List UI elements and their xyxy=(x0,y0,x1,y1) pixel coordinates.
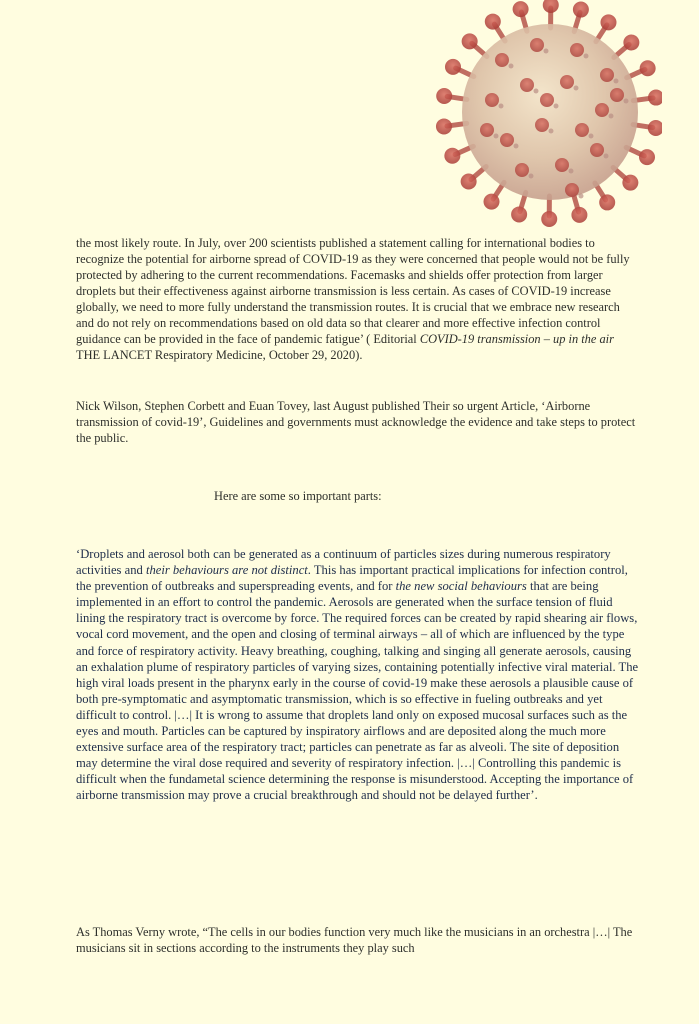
spike-head xyxy=(484,194,500,210)
surface-spike xyxy=(485,93,499,107)
spike-head xyxy=(573,2,589,18)
surface-spike xyxy=(540,93,554,107)
spike-head xyxy=(639,149,655,165)
surface-spike xyxy=(570,43,584,57)
spike-head xyxy=(623,35,639,51)
quote-emphasis: their behaviours are not distinct xyxy=(145,563,308,578)
surface-dot xyxy=(579,194,584,199)
spike-head xyxy=(543,0,559,13)
surface-spike xyxy=(600,68,614,82)
spike-head xyxy=(436,88,452,104)
paragraph-authors xyxy=(76,398,636,446)
surface-dot xyxy=(624,99,629,104)
spike-head xyxy=(461,173,477,189)
surface-dot xyxy=(589,134,594,139)
surface-dot xyxy=(509,64,514,69)
quote-text: . This has important practical implications for infection control, the prevention of outbreaks and superspreading events, and for xyxy=(76,563,628,594)
paragraph-text: the most likely route. In July, over 200 scientists published a statement calling for international bodies to recognize the potential for airborne spread of COVID-19 as they were concerned that people would not be fully protected by adhering to the current recommendations. Facemasks and shields offer protection from larger droplets but their effectiveness against airborne transmission is less certain. As cases of COVID-19 increase globally, we need to more fully understand the transmission routes. It is crucial that we embrace new research and do not rely on recommendations based on old data so that clearer and more effective infection control guidance can be provided in the face of pandemic fatigue’ ( Editorial xyxy=(76,236,630,346)
spike-head xyxy=(541,211,557,227)
spike-head xyxy=(622,175,638,191)
surface-dot xyxy=(614,79,619,84)
surface-dot xyxy=(514,144,519,149)
surface-spike xyxy=(555,158,569,172)
surface-spike xyxy=(500,133,514,147)
citation-title: COVID-19 transmission – up in the air xyxy=(419,332,614,346)
quoted-excerpt xyxy=(76,546,641,804)
surface-dot xyxy=(584,54,589,59)
spike-head xyxy=(462,33,478,49)
surface-dot xyxy=(529,174,534,179)
spike-head xyxy=(648,120,662,136)
surface-dot xyxy=(534,89,539,94)
surface-spike xyxy=(530,38,544,52)
spike-head xyxy=(513,1,529,17)
paragraph-text: As Thomas Verny wrote, “The cells in our bodies function very much like the musicians in an orchestra |…| The musicians sit in sections according to the instruments they play such xyxy=(76,925,633,955)
spike-head xyxy=(640,60,656,76)
surface-spike xyxy=(480,123,494,137)
surface-dot xyxy=(499,104,504,109)
surface-dot xyxy=(574,86,579,91)
citation-source: THE LANCET Respiratory Medicine, October 29, 2020). xyxy=(76,348,363,362)
paragraph-text: Nick Wilson, Stephen Corbett and Euan Tovey, last August published Their so urgent Article, ‘Airborne transmission of covid-19’, Guidelines and governments must acknowledge the evidence and take steps to protect the public. xyxy=(76,399,636,445)
surface-spike xyxy=(520,78,534,92)
surface-dot xyxy=(544,49,549,54)
intro-line: Here are some so important parts: xyxy=(214,489,382,503)
surface-spike xyxy=(560,75,574,89)
surface-dot xyxy=(554,104,559,109)
spike-head xyxy=(444,148,460,164)
surface-spike xyxy=(590,143,604,157)
quote-text: ‘Droplets and aerosol both can be generated as a continuum of particles sizes during numerous respiratory activities and xyxy=(76,547,611,578)
surface-dot xyxy=(609,114,614,119)
quote-text: that are being implemented in an effort to control the pandemic. Aerosols are generated when the surface tension of fluid lining the respiratory tract is overcome by force. The required forces can be created by rapid shearing air flows, vocal cord movement, and the open and closing of terminal airways – all of which are influenced by the type and force of respiratory activity. Heavy breathing, coughing, talking and singing all generate aerosols, causing an exhalation plume of respiratory particles of varying sizes, containing potentially infective viral material. The high viral loads present in the pharynx early in the course of covid-19 make these aerosols a plausible cause of both pre-symptomatic and asymptomatic transmission, which is so effective in fueling outbreaks and yet difficult to control. |…| It is wrong to assume that droplets land only on exposed mucosal surfaces such as the eyes and mouth. Particles can be captured by inspiratory airflows and are deposited along the much more extensive surface area of the respiratory tract; particles can penetrate as far as alveoli. The site of deposition may determine the viral dose required and severity of respiratory infection. |…| Controlling this pandemic is difficult when the fundametal science determining the response is misunderstood. Accepting the importance of airborne transmission may prove a crucial breakthrough and should not be delayed further’. xyxy=(76,579,639,803)
quote-emphasis: the new social behaviours xyxy=(395,579,527,594)
surface-spike xyxy=(610,88,624,102)
spike-head xyxy=(599,194,615,210)
surface-spike xyxy=(565,183,579,197)
spike-head xyxy=(571,207,587,223)
spike-head xyxy=(511,206,527,222)
surface-dot xyxy=(569,169,574,174)
paragraph-verny xyxy=(76,924,636,956)
surface-spike xyxy=(535,118,549,132)
surface-dot xyxy=(604,154,609,159)
spike-head xyxy=(648,90,662,106)
surface-spike xyxy=(515,163,529,177)
surface-spike xyxy=(575,123,589,137)
paragraph-lancet-excerpt xyxy=(76,235,636,363)
coronavirus-icon xyxy=(432,0,662,228)
surface-dot xyxy=(549,129,554,134)
surface-spike xyxy=(595,103,609,117)
spike-head xyxy=(445,59,461,75)
spike-head xyxy=(436,118,452,134)
surface-dot xyxy=(494,134,499,139)
spike-head xyxy=(485,14,501,30)
surface-spike xyxy=(495,53,509,67)
spike-head xyxy=(600,14,616,30)
